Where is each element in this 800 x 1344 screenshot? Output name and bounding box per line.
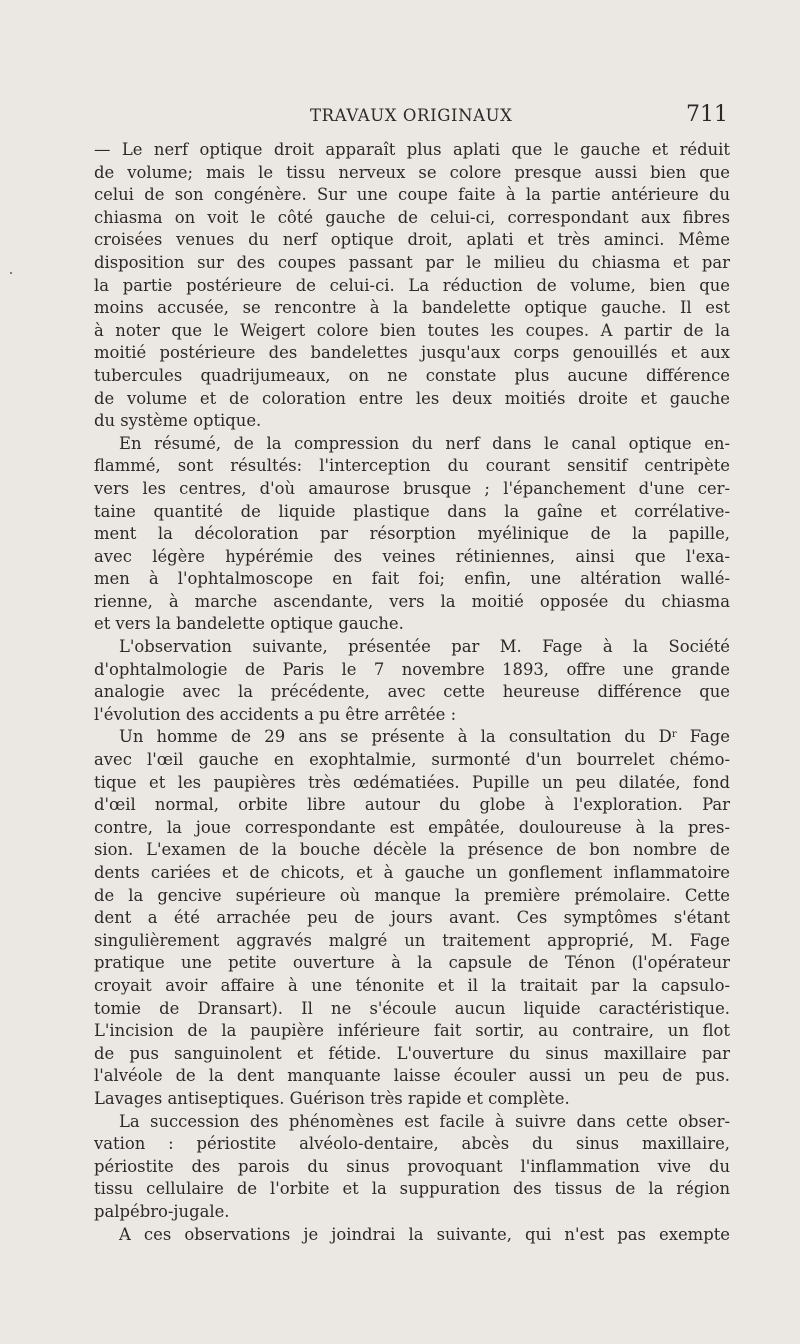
text-line: pratique une petite ouverture à la capsule de Ténon (l'opérateur — [94, 953, 730, 973]
text-line: disposition sur des coupes passant par le milieu du chiasma et par — [94, 252, 730, 272]
superscript-r: r — [671, 729, 677, 741]
text-line-doctor — [94, 726, 730, 749]
text-line: de volume et de coloration entre les deux moitiés droite et gauche — [94, 388, 730, 408]
text-line: flammé, sont résultés: l'interception du courant sensitif centripète — [94, 456, 730, 476]
text-line: la partie postérieure de celui-ci. La réduction de volume, bien que — [94, 275, 730, 295]
text-line: périostite des parois du sinus provoquant l'inflammation vive du — [94, 1156, 730, 1176]
text-line: dents cariées et de chicots, et à gauche un gonflement inflammatoire — [94, 863, 730, 882]
text-line: et vers la bandelette optique gauche. — [94, 614, 404, 634]
text-line: tomie de Dransart). Il ne s'écoule aucun liquide caractéristique. — [94, 998, 730, 1018]
text-line: sion. L'examen de la bouche décèle la présence de bon nombre de — [94, 840, 730, 860]
text-line: croyait avoir affaire à une ténonite et il la traitait par la capsulo- — [94, 975, 730, 995]
text-line: taine quantité de liquide plastique dans la gaîne et corrélative- — [94, 501, 730, 521]
text-line: rienne, à marche ascendante, vers la moitié opposée du chiasma — [94, 591, 730, 611]
text-line: de la gencive supérieure où manque la première prémolaire. Cette — [94, 885, 730, 905]
doctor-name: Fage — [676, 727, 730, 747]
text-line: L'observation suivante, présentée par M. Fage à la Société — [119, 637, 730, 657]
text-line: du système optique. — [94, 411, 262, 431]
text-line: tique et les paupières très œdématiées. Pupille un peu dilatée, fond — [94, 772, 730, 792]
text-line: moitié postérieure des bandelettes jusqu'aux corps genouillés et aux — [94, 343, 730, 363]
text-line: analogie avec la précédente, avec cette heureuse différence que — [94, 682, 730, 702]
text-line: l'évolution des accidents a pu être arrêtée : — [94, 704, 457, 724]
text-line: singulièrement aggravés malgré un traitement approprié, M. Fage — [94, 930, 730, 950]
line-text: Un homme de 29 ans se présente à la consultation du D — [119, 727, 672, 747]
running-title: TRAVAUX ORIGINAUX — [310, 106, 513, 125]
text-line: La succession des phénomènes est facile à suivre dans cette obser- — [119, 1111, 730, 1131]
text-line: dent a été arrachée peu de jours avant. Ces symptômes s'étant — [94, 908, 730, 928]
text-line: L'incision de la paupière inférieure fait sortir, au contraire, un flot — [94, 1021, 730, 1041]
page-number: 711 — [686, 102, 728, 127]
running-header — [0, 104, 800, 130]
text-line: men à l'ophtalmoscope en fait foi; enfin, une altération wallé- — [94, 569, 730, 589]
text-line: palpébro-jugale. — [94, 1201, 230, 1221]
text-line: contre, la joue correspondante est empâtée, douloureuse à la pres- — [94, 817, 730, 837]
text-line: tubercules quadrijumeaux, on ne constate plus aucune différence — [94, 365, 730, 385]
text-line: En résumé, de la compression du nerf dans le canal optique en- — [119, 433, 730, 453]
text-line: A ces observations je joindrai la suivante, qui n'est pas exempte — [119, 1224, 730, 1244]
text-line: moins accusée, se rencontre à la bandelette optique gauche. Il est — [94, 298, 730, 318]
text-line: ment la décoloration par résorption myélinique de la papille, — [94, 524, 730, 544]
text-line: d'ophtalmologie de Paris le 7 novembre 1893, offre une grande — [94, 659, 730, 679]
text-line: vers les centres, d'où amaurose brusque ; l'épanchement d'une cer- — [94, 478, 730, 498]
text-line: avec l'œil gauche en exophtalmie, surmonté d'un bourrelet chémo- — [94, 750, 730, 770]
text-line: à noter que le Weigert colore bien toutes les coupes. A partir de la — [94, 320, 730, 340]
text-line: avec légère hypérémie des veines rétiniennes, ainsi que l'exa- — [94, 546, 730, 566]
text-line: de volume; mais le tissu nerveux se colore presque aussi bien que — [94, 162, 730, 182]
text-line: de pus sanguinolent et fétide. L'ouverture du sinus maxillaire par — [94, 1043, 730, 1063]
text-line: chiasma on voit le côté gauche de celui-ci, correspondant aux fibres — [94, 207, 730, 227]
text-line: l'alvéole de la dent manquante laisse écouler aussi un peu de pus. — [94, 1066, 730, 1086]
text-line: d'œil normal, orbite libre autour du globe à l'exploration. Par — [94, 795, 730, 815]
margin-speck — [10, 272, 12, 274]
text-line: — Le nerf optique droit apparaît plus aplati que le gauche et réduit — [94, 140, 730, 159]
text-line: tissu cellulaire de l'orbite et la suppuration des tissus de la région — [94, 1179, 730, 1199]
text-line: celui de son congénère. Sur une coupe faite à la partie antérieure du — [94, 185, 730, 205]
text-line: vation : périostite alvéolo-dentaire, abcès du sinus maxillaire, — [94, 1134, 730, 1154]
text-line: croisées venues du nerf optique droit, aplati et très aminci. Même — [94, 230, 730, 250]
text-line: Lavages antiseptiques. Guérison très rapide et complète. — [94, 1088, 570, 1108]
body-text — [94, 139, 730, 1246]
